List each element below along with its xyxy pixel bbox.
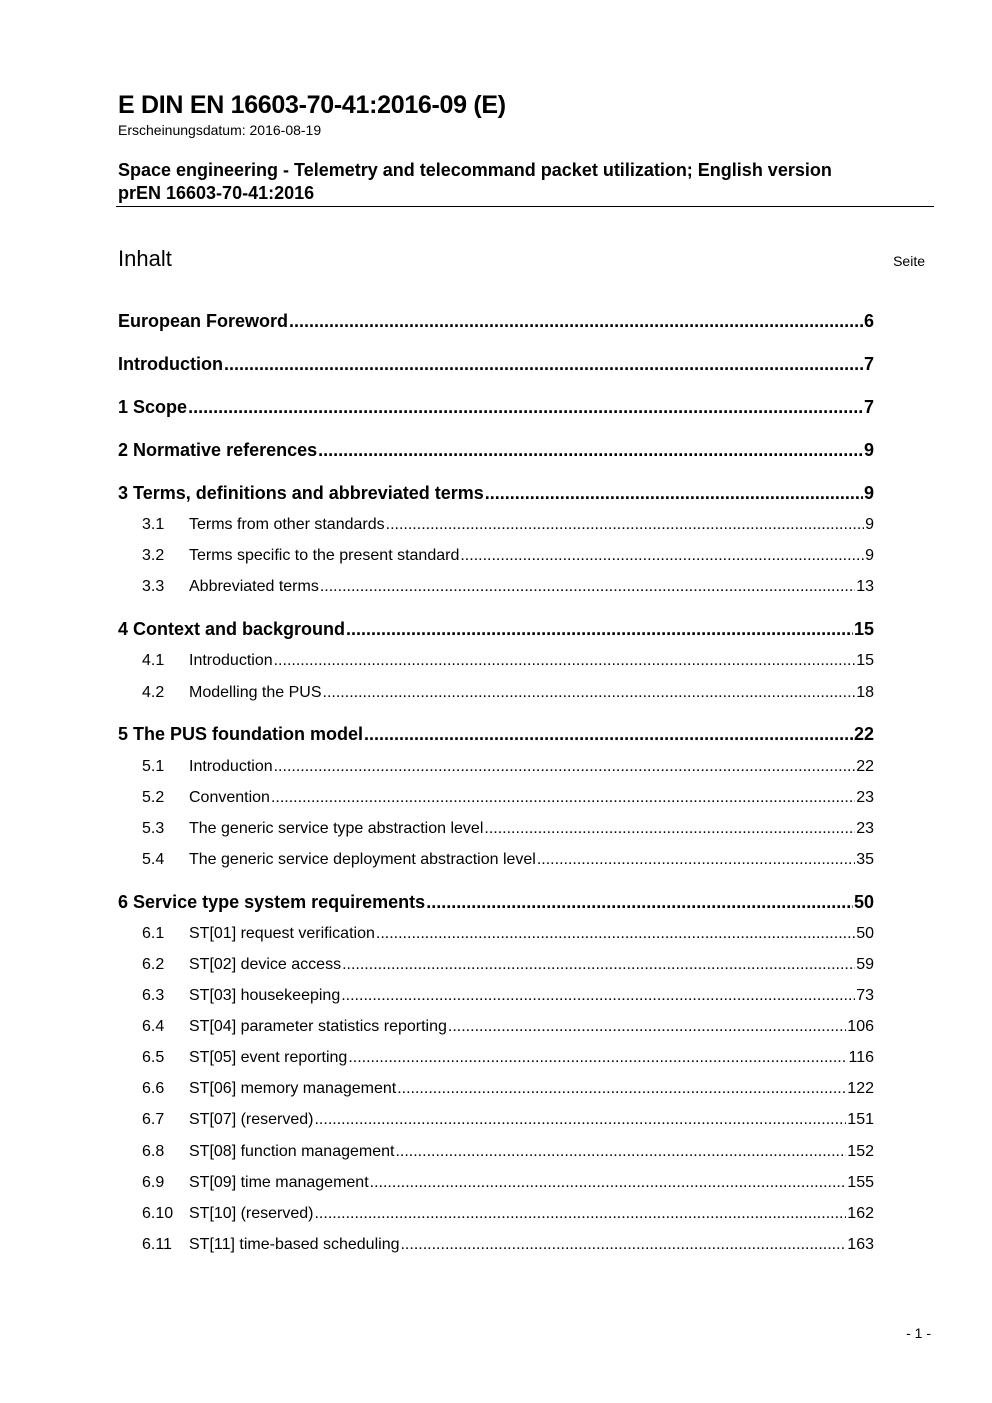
toc-entry[interactable]: [118, 578, 874, 596]
toc-entry-page: 152: [847, 1143, 874, 1160]
toc-entry[interactable]: [118, 956, 874, 974]
toc-entry-page: 151: [847, 1111, 874, 1128]
toc-entry[interactable]: [118, 1236, 874, 1254]
toc-dot-leader: [537, 851, 855, 869]
toc-dot-leader: [397, 1080, 846, 1098]
toc-dot-leader: [289, 311, 863, 332]
toc-entry-page: 116: [848, 1049, 874, 1066]
toc-dot-leader: [395, 1143, 846, 1161]
toc-entry-title: Terms specific to the present standard: [189, 547, 460, 564]
toc-entry[interactable]: [118, 925, 874, 943]
toc-dot-leader: [224, 354, 863, 375]
toc-entry-title: The PUS foundation model: [133, 724, 364, 744]
toc-dot-leader: [348, 1049, 847, 1067]
toc-entry-number: 3: [118, 483, 129, 503]
toc-entry-title: Scope: [133, 397, 188, 417]
toc-entry-number: 6.3: [142, 987, 165, 1004]
toc-entry[interactable]: [118, 892, 874, 913]
toc-dot-leader: [274, 652, 856, 670]
toc-entry-number: 6.7: [142, 1111, 165, 1128]
toc-entry-title: Abbreviated terms: [189, 578, 319, 595]
toc-dot-leader: [271, 789, 855, 807]
toc-entry[interactable]: [118, 1205, 874, 1223]
toc-dot-leader: [400, 1236, 846, 1254]
toc-dot-leader: [342, 956, 855, 974]
toc-entry[interactable]: [118, 1174, 874, 1192]
toc-entry-title: ST[05] event reporting: [189, 1049, 348, 1066]
toc-dot-leader: [448, 1018, 846, 1036]
toc-entry-page: 15: [856, 652, 874, 669]
toc-entry-page: 35: [856, 851, 874, 868]
page-column-label: Seite: [893, 253, 925, 269]
toc-entry-page: 50: [856, 925, 874, 942]
toc-entry-page: 59: [856, 956, 874, 973]
toc-entry[interactable]: [118, 1111, 874, 1129]
toc-dot-leader: [188, 397, 863, 418]
toc-dot-leader: [485, 483, 863, 504]
toc-entry[interactable]: [118, 987, 874, 1005]
toc-entry-number: 4.2: [142, 684, 165, 701]
toc-entry-title: The generic service type abstraction level: [189, 820, 484, 837]
toc-entry-title: ST[07] (reserved): [189, 1111, 314, 1128]
toc-dot-leader: [346, 619, 853, 640]
toc-entry-page: 7: [863, 354, 874, 374]
toc-entry-number: 6.1: [142, 925, 165, 942]
toc-entry-title: Service type system requirements: [133, 892, 426, 912]
toc-dot-leader: [320, 578, 855, 596]
toc-entry[interactable]: [118, 758, 874, 776]
toc-entry-number: 5.2: [142, 789, 165, 806]
toc-entry-title: ST[02] device access: [189, 956, 342, 973]
toc-entry-number: 6.6: [142, 1080, 165, 1097]
toc-entry[interactable]: [118, 1049, 874, 1067]
toc-entry-page: 23: [856, 789, 874, 806]
toc-dot-leader: [274, 758, 856, 776]
toc-entry-title: Terms from other standards: [189, 516, 385, 533]
toc-entry-title: European Foreword: [118, 311, 289, 331]
toc-entry-page: 9: [865, 547, 874, 564]
page-number: - 1 -: [906, 1325, 931, 1341]
toc-entry-number: 6.9: [142, 1174, 165, 1191]
toc-entry-title: ST[11] time-based scheduling: [189, 1236, 400, 1253]
toc-dot-leader: [364, 724, 853, 745]
toc-heading: Inhalt: [118, 246, 172, 271]
document-subtitle: [118, 159, 933, 205]
toc-entry[interactable]: [118, 820, 874, 838]
toc-entry-number: 5: [118, 724, 129, 744]
toc-entry-number: 3.1: [142, 516, 165, 533]
toc-entry-number: 3.3: [142, 578, 165, 595]
toc-entry[interactable]: [118, 1018, 874, 1036]
toc-dot-leader: [314, 1205, 846, 1223]
toc-entry[interactable]: [118, 619, 874, 640]
toc-entry-page: 15: [853, 619, 874, 639]
toc-entry[interactable]: [118, 851, 874, 869]
toc-entry-page: 22: [853, 724, 874, 744]
toc-dot-leader: [426, 892, 853, 913]
subtitle-line-1: Space engineering - Telemetry and telecommand packet utilization; English version: [118, 160, 832, 180]
toc-entry-page: 23: [856, 820, 874, 837]
toc-entry-page: 106: [847, 1018, 874, 1035]
toc-entry-page: 9: [863, 440, 874, 460]
toc-entry-number: 2: [118, 440, 129, 460]
toc-entry-title: ST[04] parameter statistics reporting: [189, 1018, 447, 1035]
toc-dot-leader: [460, 547, 864, 565]
toc-dot-leader: [370, 1174, 847, 1192]
toc-entry-number: 5.1: [142, 758, 165, 775]
toc-entry-title: The generic service deployment abstraction level: [189, 851, 536, 868]
toc-entry-number: 6.5: [142, 1049, 165, 1066]
toc-entry-number: 3.2: [142, 547, 165, 564]
subtitle-line-2: prEN 16603-70-41:2016: [118, 183, 315, 203]
title-divider: [116, 206, 934, 207]
toc-entry-title: ST[01] request verification: [189, 925, 375, 942]
toc-dot-leader: [323, 684, 856, 702]
toc-entry-number: 4: [118, 619, 129, 639]
toc-entry-page: 9: [863, 483, 874, 503]
toc-dot-leader: [314, 1111, 846, 1129]
toc-entry[interactable]: [118, 354, 874, 375]
toc-entry[interactable]: [118, 684, 874, 702]
toc-entry-title: ST[06] memory management: [189, 1080, 397, 1097]
toc-entry-title: Terms, definitions and abbreviated terms: [133, 483, 484, 503]
toc-entry-number: 5.4: [142, 851, 165, 868]
toc-entry-title: Context and background: [133, 619, 346, 639]
toc-entry[interactable]: [118, 724, 874, 745]
toc-entry-number: 6.8: [142, 1143, 165, 1160]
publication-date: Erscheinungsdatum: 2016-08-19: [118, 122, 322, 138]
toc-entry[interactable]: [118, 311, 874, 332]
toc-entry[interactable]: [118, 547, 874, 565]
toc-entry-title: Introduction: [118, 354, 223, 374]
toc-dot-leader: [484, 820, 855, 838]
toc-entry-title: Modelling the PUS: [189, 684, 322, 701]
toc-entry-number: 6: [118, 892, 129, 912]
toc-entry-title: Introduction: [189, 758, 273, 775]
toc-entry[interactable]: [118, 483, 874, 504]
toc-entry-number: 6.4: [142, 1018, 165, 1035]
toc-entry[interactable]: [118, 440, 874, 461]
toc-entry-page: 155: [847, 1174, 874, 1191]
toc-dot-leader: [341, 987, 855, 1005]
toc-entry-page: 50: [853, 892, 874, 912]
toc-entry[interactable]: [118, 652, 874, 670]
toc-entry-title: ST[10] (reserved): [189, 1205, 314, 1222]
toc-entry-number: 4.1: [142, 652, 165, 669]
toc-entry-title: Normative references: [133, 440, 318, 460]
toc-entry-number: 6.2: [142, 956, 165, 973]
toc-entry-page: 7: [863, 397, 874, 417]
toc-entry-number: 6.10: [142, 1205, 174, 1222]
toc-entry-page: 122: [847, 1080, 874, 1097]
toc-entry-title: ST[09] time management: [189, 1174, 369, 1191]
toc-entry[interactable]: [118, 397, 874, 418]
toc-entry-page: 9: [865, 516, 874, 533]
toc-entry-title: Convention: [189, 789, 270, 806]
toc-entry-number: 6.11: [142, 1236, 172, 1253]
toc-entry-title: Introduction: [189, 652, 273, 669]
toc-entry-number: 5.3: [142, 820, 165, 837]
toc-entry-page: 73: [856, 987, 874, 1004]
toc-entry[interactable]: [118, 516, 874, 534]
toc-entry[interactable]: [118, 1143, 874, 1161]
toc-entry[interactable]: [118, 789, 874, 807]
toc-entry-page: 22: [856, 758, 874, 775]
toc-entry-title: ST[08] function management: [189, 1143, 395, 1160]
document-title: E DIN EN 16603-70-41:2016-09 (E): [118, 91, 506, 119]
toc-entry-page: 6: [863, 311, 874, 331]
toc-entry-number: 1: [118, 397, 129, 417]
toc-entry-page: 163: [847, 1236, 874, 1253]
toc-entry-title: ST[03] housekeeping: [189, 987, 341, 1004]
toc-entry-page: 18: [856, 684, 874, 701]
toc-entry[interactable]: [118, 1080, 874, 1098]
toc-dot-leader: [386, 516, 864, 534]
toc-dot-leader: [376, 925, 855, 943]
toc-entry-page: 13: [856, 578, 874, 595]
toc-dot-leader: [318, 440, 863, 461]
toc-entry-page: 162: [847, 1205, 874, 1222]
